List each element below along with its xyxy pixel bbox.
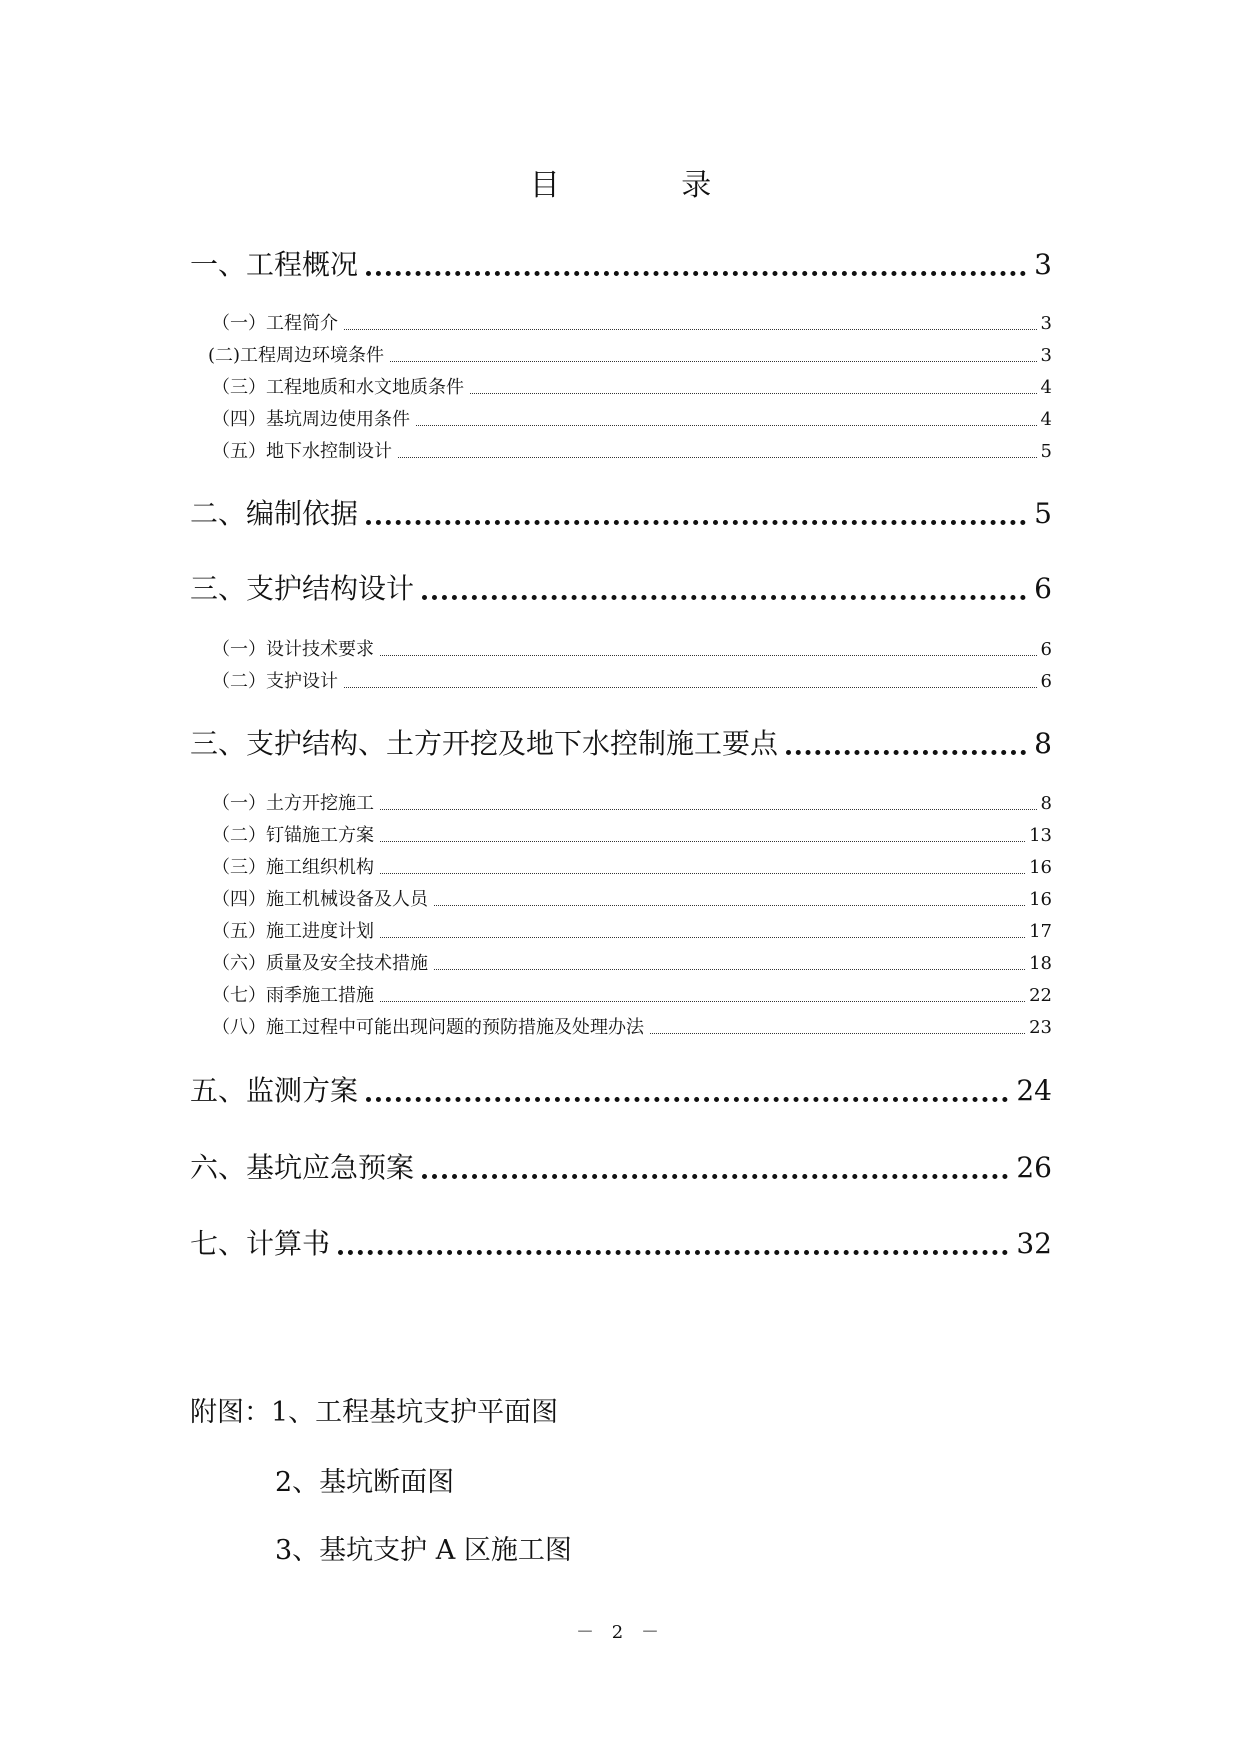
toc-entry-2[interactable]	[190, 496, 1052, 532]
toc-subentry-1-5[interactable]	[212, 440, 1052, 464]
dot-leader	[434, 905, 1025, 906]
toc-subentry-label: （一）土方开挖施工	[212, 793, 374, 814]
dot-leader	[786, 750, 1026, 755]
toc-subentry-label: (二)工程周边环境条件	[208, 345, 385, 366]
dot-leader	[422, 1174, 1008, 1179]
toc-entry-6[interactable]	[190, 1150, 1052, 1186]
toc-entry-1[interactable]	[190, 247, 1052, 283]
dot-leader	[650, 1033, 1025, 1034]
attachment-item: 2、基坑断面图	[275, 1467, 455, 1498]
attachments-line-3	[275, 1528, 572, 1567]
toc-subentry-4-1[interactable]	[212, 792, 1052, 816]
attachments-prefix: 附图：	[190, 1397, 271, 1428]
attachment-item: 3、基坑支护 A 区施工图	[275, 1535, 572, 1566]
toc-subentry-page: 16	[1029, 889, 1052, 910]
dot-leader	[380, 655, 1037, 656]
toc-subentry-4-5[interactable]	[212, 920, 1052, 944]
toc-entry-page: 26	[1016, 1151, 1052, 1184]
toc-entry-label: 五、监测方案	[190, 1074, 359, 1107]
toc-subentry-page: 13	[1029, 825, 1052, 846]
toc-subentry-label: （四）施工机械设备及人员	[212, 889, 428, 910]
dot-leader	[434, 969, 1025, 970]
toc-subentry-page: 22	[1029, 985, 1052, 1006]
toc-subentry-label: （五）地下水控制设计	[212, 441, 392, 462]
toc-entry-page: 6	[1034, 572, 1052, 605]
toc-entry-page: 24	[1016, 1074, 1052, 1107]
dot-leader	[380, 841, 1025, 842]
toc-entry-label: 六、基坑应急预案	[190, 1151, 415, 1184]
toc-entry-label: 七、计算书	[190, 1227, 331, 1260]
toc-subentry-label: （四）基坑周边使用条件	[212, 409, 410, 430]
toc-subentry-label: （三）施工组织机构	[212, 857, 374, 878]
toc-subentry-page: 16	[1029, 857, 1052, 878]
dot-leader	[380, 937, 1025, 938]
dot-leader	[422, 595, 1026, 600]
toc-subentry-1-4[interactable]	[212, 408, 1052, 432]
toc-subentry-label: （六）质量及安全技术措施	[212, 953, 428, 974]
dot-leader	[380, 873, 1025, 874]
dot-leader	[338, 1250, 1008, 1255]
toc-entry-page: 8	[1034, 727, 1052, 760]
toc-entry-3[interactable]	[190, 571, 1052, 607]
dot-leader	[366, 520, 1026, 525]
attachment-item: 1、工程基坑支护平面图	[271, 1397, 559, 1428]
toc-subentry-4-6[interactable]	[212, 952, 1052, 976]
toc-subentry-3-2[interactable]	[212, 670, 1052, 694]
toc-subentry-page: 6	[1040, 671, 1052, 692]
toc-subentry-4-3[interactable]	[212, 856, 1052, 880]
dot-leader	[344, 329, 1037, 330]
toc-entry-label: 三、支护结构、土方开挖及地下水控制施工要点	[190, 727, 779, 760]
dot-leader	[390, 361, 1037, 362]
toc-subentry-1-3[interactable]	[212, 376, 1052, 400]
toc-subentry-label: （三）工程地质和水文地质条件	[212, 377, 464, 398]
toc-subentry-page: 17	[1029, 921, 1052, 942]
toc-subentry-page: 8	[1040, 793, 1052, 814]
toc-entry-page: 32	[1016, 1227, 1052, 1260]
attachments-line-2	[275, 1460, 454, 1499]
toc-subentry-page: 3	[1040, 313, 1052, 334]
toc-subentry-page: 6	[1040, 639, 1052, 660]
toc-subentry-label: （七）雨季施工措施	[212, 985, 374, 1006]
toc-title: 目 录	[529, 168, 768, 203]
toc-subentry-page: 4	[1040, 377, 1052, 398]
toc-subentry-label: （二）钉锚施工方案	[212, 825, 374, 846]
dot-leader	[380, 809, 1037, 810]
dot-leader	[366, 1097, 1008, 1102]
dot-leader	[344, 687, 1037, 688]
toc-subentry-page: 23	[1029, 1017, 1052, 1038]
toc-entry-label: 二、编制依据	[190, 497, 359, 530]
dot-leader	[366, 271, 1026, 276]
dot-leader	[416, 425, 1037, 426]
dot-leader	[470, 393, 1037, 394]
toc-subentry-label: （八）施工过程中可能出现问题的预防措施及处理办法	[212, 1017, 644, 1038]
toc-entry-5[interactable]	[190, 1073, 1052, 1109]
toc-subentry-page: 3	[1040, 345, 1052, 366]
toc-subentry-page: 18	[1029, 953, 1052, 974]
attachments-line-1	[190, 1390, 558, 1429]
page-number: － 2 －	[576, 1622, 665, 1643]
toc-subentry-label: （一）工程简介	[212, 313, 338, 334]
toc-subentry-label: （一）设计技术要求	[212, 639, 374, 660]
dot-leader	[398, 457, 1037, 458]
toc-subentry-3-1[interactable]	[212, 638, 1052, 662]
toc-entry-4[interactable]	[190, 726, 1052, 762]
toc-entry-label: 三、支护结构设计	[190, 572, 415, 605]
toc-subentry-1-2[interactable]	[208, 344, 1052, 368]
toc-entry-page: 3	[1034, 248, 1052, 281]
dot-leader	[380, 1001, 1025, 1002]
toc-entry-7[interactable]	[190, 1226, 1052, 1262]
toc-subentry-page: 5	[1040, 441, 1052, 462]
toc-subentry-label: （二）支护设计	[212, 671, 338, 692]
toc-subentry-4-8[interactable]	[212, 1016, 1052, 1040]
toc-subentry-4-7[interactable]	[212, 984, 1052, 1008]
toc-entry-label: 一、工程概况	[190, 248, 359, 281]
toc-subentry-4-4[interactable]	[212, 888, 1052, 912]
toc-subentry-4-2[interactable]	[212, 824, 1052, 848]
toc-entry-page: 5	[1034, 497, 1052, 530]
toc-subentry-label: （五）施工进度计划	[212, 921, 374, 942]
toc-subentry-1-1[interactable]	[212, 312, 1052, 336]
toc-subentry-page: 4	[1040, 409, 1052, 430]
